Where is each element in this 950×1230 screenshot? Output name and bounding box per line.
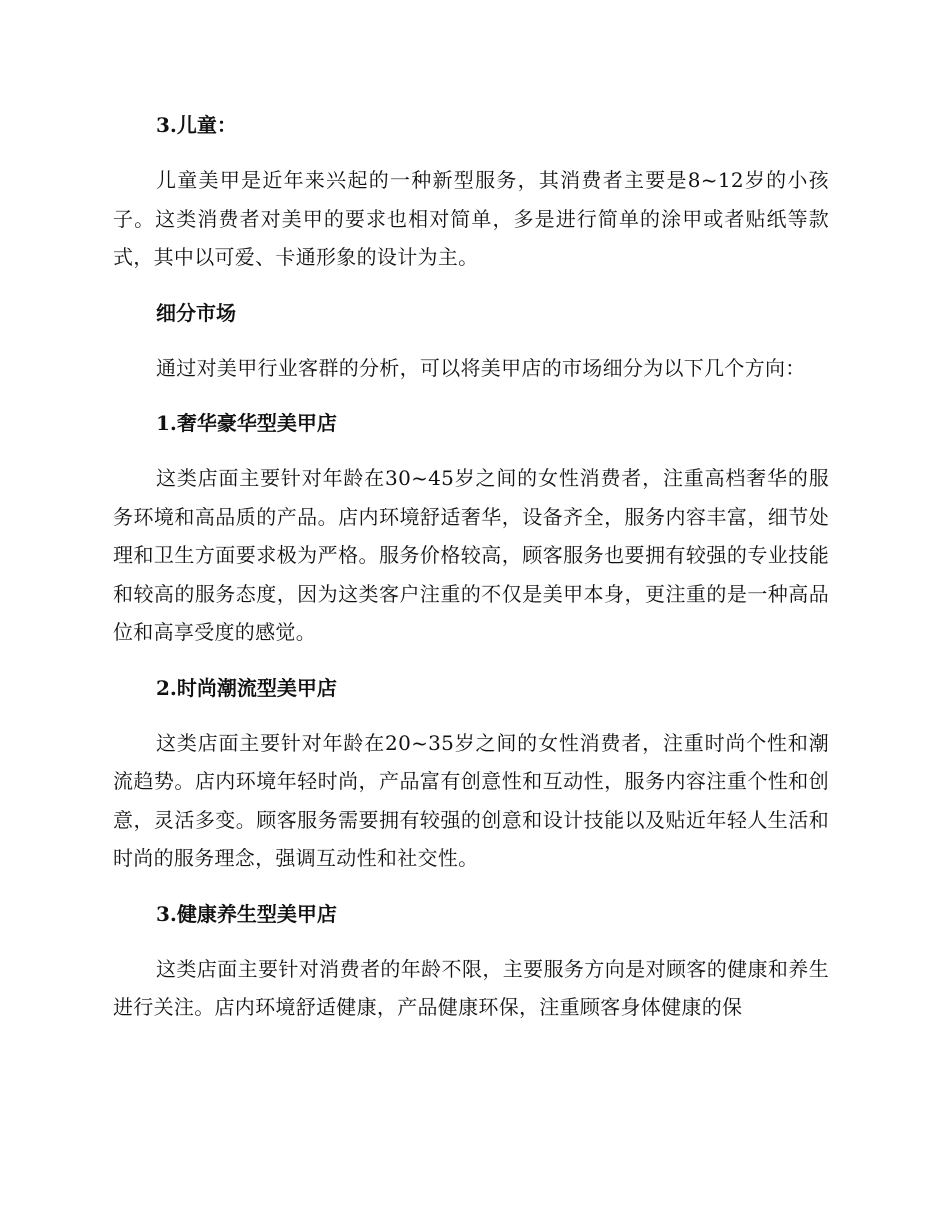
luxury-paragraph: 这类店面主要针对年龄在30~45岁之间的女性消费者，注重高档奢华的服务环境和高品质的产品。店内环境舒适奢华，设备齐全，服务内容丰富，细节处理和卫生方面要求极为严格。服务价格较高，顾客服务也要拥有较强的专业技能和较高的服务态度，因为这类客户注重的不仅是美甲本身，更注重的是一种高品位和高享受度的感觉。 [113, 466, 829, 644]
health-heading: 3.健康养生型美甲店 [156, 901, 337, 926]
segment-heading: 细分市场 [156, 300, 236, 325]
health-paragraph: 这类店面主要针对消费者的年龄不限，主要服务方向是对顾客的健康和养生进行关注。店内环境舒适健康，产品健康环保，注重顾客身体健康的保 [113, 956, 829, 1019]
fashion-heading: 2.时尚潮流型美甲店 [156, 675, 337, 700]
segment-paragraph: 通过对美甲行业客群的分析，可以将美甲店的市场细分为以下几个方向： [156, 355, 806, 380]
document-page [113, 106, 829, 1027]
children-paragraph: 儿童美甲是近年来兴起的一种新型服务，其消费者主要是8~12岁的小孩子。这类消费者对美甲的要求也相对简单，多是进行简单的涂甲或者贴纸等款式，其中以可爱、卡通形象的设计为主。 [113, 168, 829, 269]
fashion-paragraph: 这类店面主要针对年龄在20~35岁之间的女性消费者，注重时尚个性和潮流趋势。店内环境年轻时尚，产品富有创意性和互动性，服务内容注重个性和创意，灵活多变。顾客服务需要拥有较强的创意和设计技能以及贴近年轻人生活和时尚的服务理念，强调互动性和社交性。 [113, 730, 829, 870]
children-heading: 3.儿童： [156, 113, 237, 137]
luxury-heading: 1.奢华豪华型美甲店 [156, 411, 337, 435]
